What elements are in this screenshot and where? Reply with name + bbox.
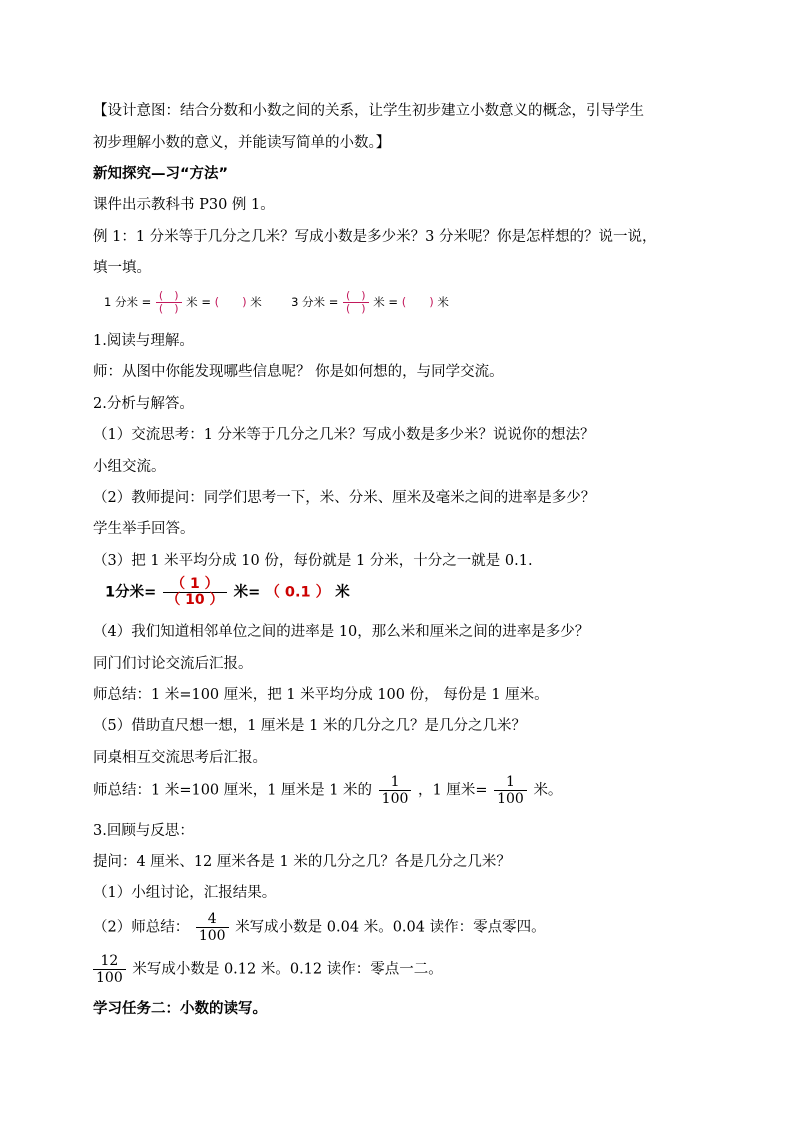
a3-suffix: 米写成小数是 0.12 米。0.12 读作：零点一二。 [132, 961, 443, 978]
step3-a1: （1）小组讨论，汇报结果。 [93, 885, 277, 901]
formula [105, 577, 350, 608]
example-line1: 例 1：1 分米等于几分之几米？写成小数是多少米？3 分米呢？你是怎样想的？说一说， [93, 229, 657, 245]
summary2-suffix: 米。 [533, 782, 563, 799]
a2-suffix: 米写成小数是 0.04 米。0.04 读作：零点零四。 [235, 919, 546, 936]
figure-left-unit: 米 [250, 295, 262, 309]
figure-left-label: 1 分米 = [104, 295, 152, 309]
formula-answer: （ 0.1 ） [265, 584, 331, 601]
step2-q5: （5）借助直尺想一想，1 厘米是 1 米的几分之几？是几分之几米？ [93, 718, 527, 734]
step3-title: 3.回顾与反思： [93, 823, 194, 839]
design-intent-line1: 【设计意图：结合分数和小数之间的关系，让学生初步建立小数意义的概念，引导学生 [93, 103, 644, 119]
step2-q5-note: 同桌相互交流思考后汇报。 [93, 750, 267, 766]
formula-prefix: 1分米= [105, 584, 157, 601]
step2-title: 2.分析与解答。 [93, 396, 194, 412]
example-line2: 填一填。 [93, 260, 151, 276]
step1-teacher: 师：从图中你能发现哪些信息呢？ 你是如何想的，与同学交流。 [93, 364, 504, 380]
figure-left-fraction: ( ) ( ) [156, 290, 182, 315]
step2-summary1: 师总结：1 米=100 厘米，把 1 米平均分成 100 份， 每份是 1 厘米。 [93, 687, 549, 703]
step2-summary2 [93, 774, 562, 807]
step1-title: 1.阅读与理解。 [93, 333, 194, 349]
step2-q3: （3）把 1 米平均分成 10 份，每份就是 1 分米，十分之一就是 0.1. [93, 553, 533, 569]
step2-q1: （1）交流思考：1 分米等于几分之几米？写成小数是多少米？说说你的想法？ [93, 427, 595, 443]
design-intent-line2: 初步理解小数的意义，并能读写简单的小数。】 [93, 135, 391, 151]
summary2-middle: ，1 厘米= [418, 782, 488, 799]
summary2-prefix: 师总结：1 米=100 厘米，1 厘米是 1 米的 [93, 782, 373, 799]
step3-question: 提问：4 厘米、12 厘米各是 1 米的几分之几？各是几分之几米？ [93, 854, 511, 870]
formula-mid: 米= [233, 584, 261, 601]
formula-fraction: $\frac{( 1 )}{( 10 )}$ [163, 577, 226, 608]
step3-a3 [93, 953, 443, 986]
summary2-fraction2: $\frac{1}{100}$ [494, 774, 527, 807]
figure-left-blank: ( ) [214, 295, 247, 309]
formula-suffix: 米 [335, 584, 350, 601]
a2-fraction: $\frac{4}{100}$ [196, 911, 229, 944]
step2-q2: （2）教师提问：同学们思考一下，米、分米、厘米及毫米之间的进率是多少？ [93, 490, 596, 506]
a2-prefix: （2）师总结： [93, 919, 190, 936]
figure-right-fraction: ( ) ( ) [343, 290, 369, 315]
task2-heading: 学习任务二：小数的读写。 [93, 1001, 267, 1017]
figure-right-label: 3 分米 = [291, 295, 339, 309]
section-heading: 新知探究—习“方法” [93, 166, 229, 182]
a3-fraction: $\frac{12}{100}$ [93, 953, 126, 986]
figure-right-blank: ( ) [401, 295, 434, 309]
step2-q4-note: 同门们讨论交流后汇报。 [93, 656, 253, 672]
example-figure [104, 290, 449, 315]
figure-right-unit-eq: 米 = [373, 295, 399, 309]
summary2-fraction1: $\frac{1}{100}$ [379, 774, 412, 807]
step2-q1-note: 小组交流。 [93, 459, 166, 475]
figure-right-unit: 米 [437, 295, 449, 309]
step2-q4: （4）我们知道相邻单位之间的进率是 10，那么米和厘米之间的进率是多少？ [93, 624, 590, 640]
step2-q2-note: 学生举手回答。 [93, 521, 195, 537]
figure-left-unit-eq: 米 = [186, 295, 211, 309]
step3-a2 [93, 911, 546, 944]
courseware-line: 课件出示教科书 P30 例 1。 [93, 197, 275, 213]
